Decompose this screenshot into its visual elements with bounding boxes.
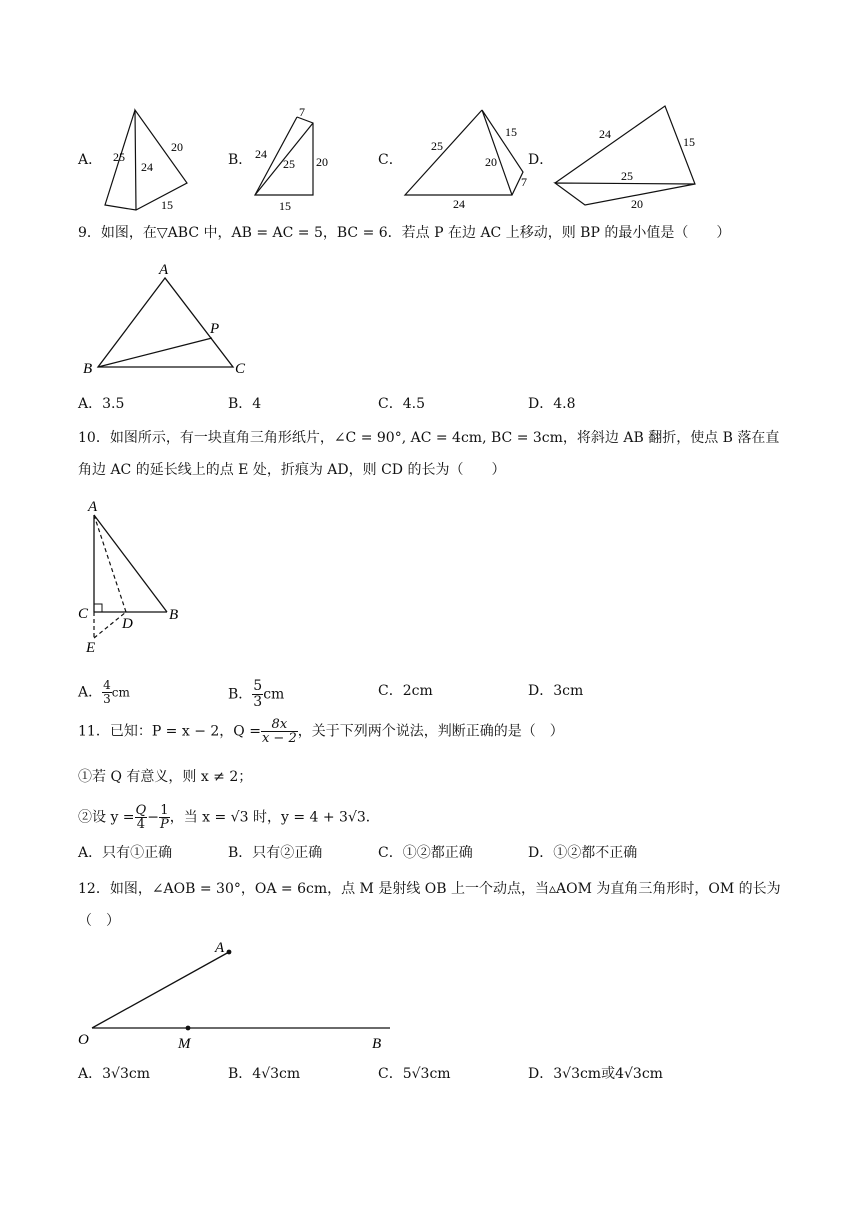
q10-option-b: B． $\frac{5}{3}$ cm [228,678,285,710]
q12-stem-line1: 12．如图，∠AOB = 30°，OA = 6cm，点 M 是射线 OB 上一个动点，当▵AOM 为直角三角形时，OM 的长为 [78,881,781,897]
q8-c-side-24: 24 [453,197,465,211]
q10-option-c: C．2cm [378,683,433,699]
q9-option-c: C．4.5 [378,396,425,412]
q9-point-p: P [210,321,220,337]
q9-option-b: B．4 [228,396,262,412]
q9-stem: 9．如图，在▽ABC 中，AB = AC = 5，BC = 6．若点 P 在边 AC 上移动，则 BP 的最小值是（ ） [78,225,731,241]
q12-option-d: D．3√3cm或4√3cm [528,1066,663,1082]
q8-b-side-24: 24 [255,147,267,161]
q10-stem-line2: 角边 AC 的延长线上的点 E 处，折痕为 AD，则 CD 的长为（ ） [78,462,506,478]
q11-option-c: C．①②都正确 [378,845,473,861]
q10-stem-line1: 10．如图所示，有一块直角三角形纸片，∠C = 90°, AC = 4cm, BC = 3cm，将斜边 AB 翻折，使点 B 落在直 [78,430,780,446]
q12-option-a: A．3√3cm [78,1066,150,1082]
q12-stem-line2: （ ） [78,913,120,929]
q11-stem: 11．已知：P = x − 2，Q = $\frac{8x}{x - 2}$ ，关于下列两个说法，判断正确的是（ ） [78,717,564,746]
q11-option-d: D．①②都不正确 [528,845,638,861]
q9-point-c: C [235,361,246,377]
q10-figure [72,495,192,657]
q8-b-side-20: 20 [316,155,328,169]
q9-point-b: B [83,361,93,377]
q8-option-b-figure [245,100,345,215]
q8-d-side-24: 24 [599,127,611,141]
q8-option-b-label: B． [228,152,253,168]
q8-option-d-label: D． [528,152,554,168]
q8-d-side-25: 25 [621,169,633,183]
q8-b-side-7: 7 [299,105,305,119]
q11-option-a: A．只有①正确 [78,845,173,861]
q8-option-a-label: A． [78,152,103,168]
q8-d-side-15: 15 [683,135,695,149]
q8-option-c-label: C． [378,152,403,168]
q11-option-b: B．只有②正确 [228,845,323,861]
q8-d-side-20: 20 [631,197,643,211]
q8-c-side-25: 25 [431,139,443,153]
q12-point-a: A [215,940,225,956]
q12-point-b: B [372,1036,382,1052]
q9-option-d: D．4.8 [528,396,576,412]
q8-c-side-7: 7 [521,175,527,189]
q10-point-c: C [78,606,89,622]
q12-figure [72,932,402,1054]
q8-c-side-15: 15 [505,125,517,139]
q12-option-b: B．4√3cm [228,1066,301,1082]
q10-point-b: B [169,607,179,623]
q12-point-m: M [178,1036,191,1052]
q9-option-a: A．3.5 [78,396,125,412]
q12-option-c: C．5√3cm [378,1066,451,1082]
q8-a-side-25: 25 [113,150,125,164]
q8-option-c-figure [395,100,535,215]
q10-option-a: A． $\frac{4}{3}$ cm [78,678,130,706]
q11-statement-2: ②设 y = $\frac{Q}{4}$ − $\frac{1}{P}$ ，当 x = √3 时，y = 4 + 3√3． [78,803,380,832]
q8-a-side-24: 24 [141,160,153,174]
q9-point-a: A [159,262,169,278]
q9-figure [78,258,258,382]
q8-option-d-figure [545,100,715,215]
q8-c-side-20: 20 [485,155,497,169]
q10-point-e: E [86,640,96,656]
q11-statement-1: ①若 Q 有意义，则 x ≠ 2； [78,769,253,785]
q8-b-side-15: 15 [279,199,291,213]
q8-b-side-25: 25 [283,157,295,171]
q10-point-a: A [88,499,98,515]
q12-point-o: O [78,1032,89,1048]
q8-a-side-15: 15 [161,198,173,212]
q10-option-d: D．3cm [528,683,584,699]
q8-option-a-figure [95,105,205,215]
q8-a-side-20: 20 [171,140,183,154]
q10-point-d: D [122,616,133,632]
